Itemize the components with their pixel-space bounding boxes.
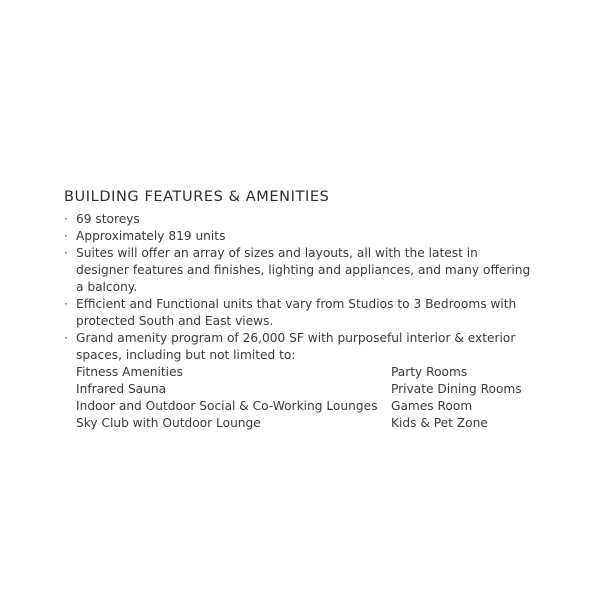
section-heading: BUILDING FEATURES & AMENITIES — [64, 189, 330, 205]
feature-text: Grand amenity program of 26,000 SF with purposeful interior & exterior spaces, including but not limited to: — [76, 331, 516, 362]
list-item — [64, 228, 534, 245]
amenity-item: Party Rooms — [391, 365, 468, 379]
bullet-icon: · — [64, 229, 68, 243]
feature-text: 69 storeys — [76, 212, 140, 226]
feature-text: Approximately 819 units — [76, 229, 226, 243]
amenities-list — [64, 364, 534, 432]
features-list — [64, 211, 534, 364]
amenity-item: Games Room — [391, 399, 473, 413]
feature-text: Efficient and Functional units that vary from Studios to 3 Bedrooms with protected South and East views. — [76, 297, 517, 328]
amenities-column-left — [76, 364, 391, 432]
amenities-column-right — [391, 364, 534, 432]
amenity-item: Private Dining Rooms — [391, 382, 522, 396]
bullet-icon: · — [64, 297, 68, 311]
amenity-item: Fitness Amenities — [76, 365, 183, 379]
amenity-item: Kids & Pet Zone — [391, 416, 488, 430]
amenity-item: Infrared Sauna — [76, 382, 167, 396]
amenity-item: Indoor and Outdoor Social & Co-Working Lounges — [76, 399, 378, 413]
list-item — [64, 245, 534, 296]
bullet-icon: · — [64, 246, 68, 260]
building-features-section — [64, 187, 534, 432]
bullet-icon: · — [64, 331, 68, 345]
bullet-icon: · — [64, 212, 68, 226]
list-item — [64, 211, 534, 228]
feature-text: Suites will offer an array of sizes and layouts, all with the latest in designer features and finishes, lighting and appliances, and many offering a balcony. — [76, 246, 531, 294]
amenity-item: Sky Club with Outdoor Lounge — [76, 416, 261, 430]
list-item — [64, 330, 534, 364]
list-item — [64, 296, 534, 330]
